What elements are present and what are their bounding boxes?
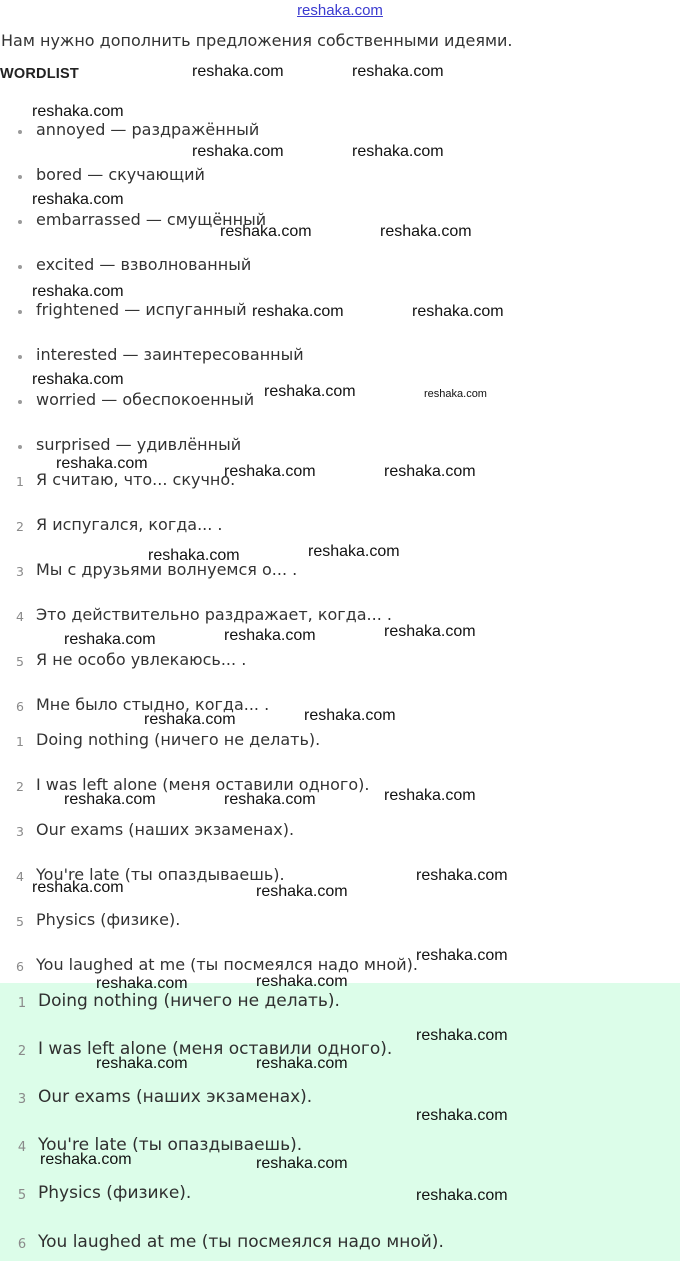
numbered-item: 6 You laughed at me (ты посмеялся надо мной). bbox=[16, 955, 418, 974]
watermark: reshaka.com bbox=[64, 631, 156, 648]
watermark: reshaka.com bbox=[416, 947, 508, 964]
watermark: reshaka.com bbox=[40, 1151, 132, 1168]
watermark: reshaka.com bbox=[220, 223, 312, 240]
watermark: reshaka.com bbox=[416, 1027, 508, 1044]
watermark: reshaka.com bbox=[224, 791, 316, 808]
answer-item: 5 Physics (физике). bbox=[17, 1183, 192, 1203]
bullet-icon bbox=[18, 400, 22, 404]
bullet-icon bbox=[18, 265, 22, 269]
watermark: reshaka.com bbox=[148, 547, 240, 564]
watermark: reshaka.com bbox=[32, 103, 124, 120]
watermark: reshaka.com bbox=[264, 383, 356, 400]
bullet-icon bbox=[18, 355, 22, 359]
watermark: reshaka.com bbox=[384, 463, 476, 480]
watermark: reshaka.com bbox=[32, 879, 124, 896]
numbered-item: 6 Мне было стыдно, когда... . bbox=[16, 695, 270, 714]
numbered-item: 1 Я считаю, что... скучно. bbox=[16, 470, 236, 489]
list-item: bored — скучающий bbox=[0, 165, 680, 189]
wordlist-heading: WORDLIST bbox=[0, 66, 79, 82]
watermark: reshaka.com bbox=[96, 975, 188, 992]
numbered-item: 3 Мы с друзьями волнуемся о... . bbox=[16, 560, 298, 579]
watermark: reshaka.com bbox=[32, 371, 124, 388]
watermark: reshaka.com bbox=[416, 1107, 508, 1124]
numbered-item: 1 Doing nothing (ничего не делать). bbox=[16, 730, 321, 749]
watermark: reshaka.com bbox=[224, 627, 316, 644]
answer-item: 2 I was left alone (меня оставили одного). bbox=[17, 1039, 393, 1059]
numbered-item: 2 I was left alone (меня оставили одного). bbox=[16, 775, 370, 794]
bullet-icon bbox=[18, 175, 22, 179]
watermark: reshaka.com bbox=[256, 1155, 348, 1172]
watermark: reshaka.com bbox=[424, 388, 487, 400]
watermark: reshaka.com bbox=[304, 707, 396, 724]
bullet-icon bbox=[18, 310, 22, 314]
answer-item: 6 You laughed at me (ты посмеялся надо мной). bbox=[17, 1232, 444, 1252]
bullet-icon bbox=[18, 130, 22, 134]
intro-text: Нам нужно дополнить предложения собственными идеями. bbox=[1, 31, 513, 50]
list-item: embarrassed — смущённый bbox=[0, 210, 680, 234]
numbered-item: 3 Our exams (наших экзаменах). bbox=[16, 820, 295, 839]
watermark: reshaka.com bbox=[412, 303, 504, 320]
answer-item: 3 Our exams (наших экзаменах). bbox=[17, 1087, 313, 1107]
bullet-icon bbox=[18, 220, 22, 224]
watermark: reshaka.com bbox=[384, 787, 476, 804]
watermark: reshaka.com bbox=[192, 63, 284, 80]
watermark: reshaka.com bbox=[416, 867, 508, 884]
list-item: frightened — испуганный bbox=[0, 300, 680, 324]
list-item: annoyed — раздражённый bbox=[0, 120, 680, 144]
bullet-icon bbox=[18, 445, 22, 449]
watermark: reshaka.com bbox=[224, 463, 316, 480]
list-item: surprised — удивлённый bbox=[0, 435, 680, 459]
watermark: reshaka.com bbox=[384, 623, 476, 640]
numbered-item: 2 Я испугался, когда... . bbox=[16, 515, 223, 534]
numbered-item: 5 Physics (физике). bbox=[16, 910, 181, 929]
watermark: reshaka.com bbox=[416, 1187, 508, 1204]
numbered-item: 4 Это действительно раздражает, когда... . bbox=[16, 605, 392, 624]
answer-item: 1 Doing nothing (ничего не делать). bbox=[17, 991, 340, 1011]
watermark: reshaka.com bbox=[56, 455, 148, 472]
watermark: reshaka.com bbox=[192, 143, 284, 160]
answer-item: 4 You're late (ты опаздываешь). bbox=[17, 1135, 303, 1155]
list-item: worried — обеспокоенный bbox=[0, 390, 680, 414]
watermark: reshaka.com bbox=[32, 283, 124, 300]
highlighted-answer-box bbox=[0, 983, 680, 1261]
list-item: interested — заинтересованный bbox=[0, 345, 680, 369]
watermark: reshaka.com bbox=[256, 973, 348, 990]
watermark: reshaka.com bbox=[308, 543, 400, 560]
watermark: reshaka.com bbox=[352, 63, 444, 80]
watermark: reshaka.com bbox=[256, 883, 348, 900]
watermark: reshaka.com bbox=[96, 1055, 188, 1072]
list-item: excited — взволнованный bbox=[0, 255, 680, 279]
site-link[interactable]: reshaka.com bbox=[297, 2, 383, 19]
watermark: reshaka.com bbox=[352, 143, 444, 160]
watermark: reshaka.com bbox=[32, 191, 124, 208]
watermark: reshaka.com bbox=[256, 1055, 348, 1072]
watermark: reshaka.com bbox=[144, 711, 236, 728]
watermark: reshaka.com bbox=[380, 223, 472, 240]
numbered-item: 4 You're late (ты опаздываешь). bbox=[16, 865, 285, 884]
watermark: reshaka.com bbox=[64, 791, 156, 808]
watermark: reshaka.com bbox=[252, 303, 344, 320]
numbered-item: 5 Я не особо увлекаюсь... . bbox=[16, 650, 247, 669]
